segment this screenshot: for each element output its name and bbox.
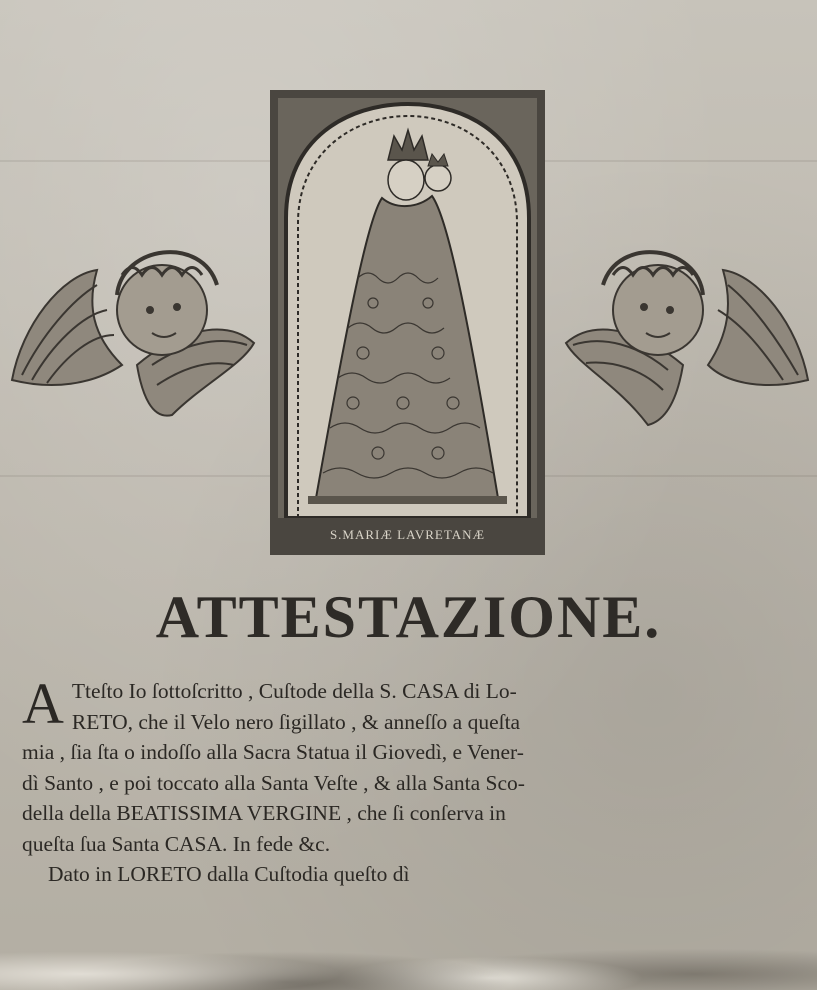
right-cherub-illustration [558,215,817,440]
body-line: mia , ſia ſta o indoſſo alla Sacra Statua il Giovedì, e Vener- [22,740,524,764]
damaged-paper-edge [0,910,817,990]
body-line: della della BEATISSIMA VERGINE , che ſi conſerva in [22,801,506,825]
woodcut-caption: S.MARIÆ LAVRETANÆ [329,527,486,542]
body-line: dì Santo , e poi toccato alla Santa Veſte , & alla Santa Sco- [22,770,525,795]
body-line: queſta ſua Santa CASA. In fede &c. [22,831,331,856]
body-line: RETO, che il Velo nero ſigillato , & anneſſo a queſta [71,709,521,734]
left-cherub-illustration [2,215,262,440]
madonna-figure-image [278,98,537,518]
drop-cap-letter: A [22,671,64,736]
attestation-body [22,671,807,890]
body-line: Tteſto Io ſottoſcritto , Cuſtode della S. CASA di Lo- [71,679,517,703]
madonna-woodcut-print [270,90,545,555]
body-line: Dato in LORETO dalla Cuſtodia queſto dì [48,862,410,886]
document-title: ATTESTAZIONE. [155,584,662,650]
